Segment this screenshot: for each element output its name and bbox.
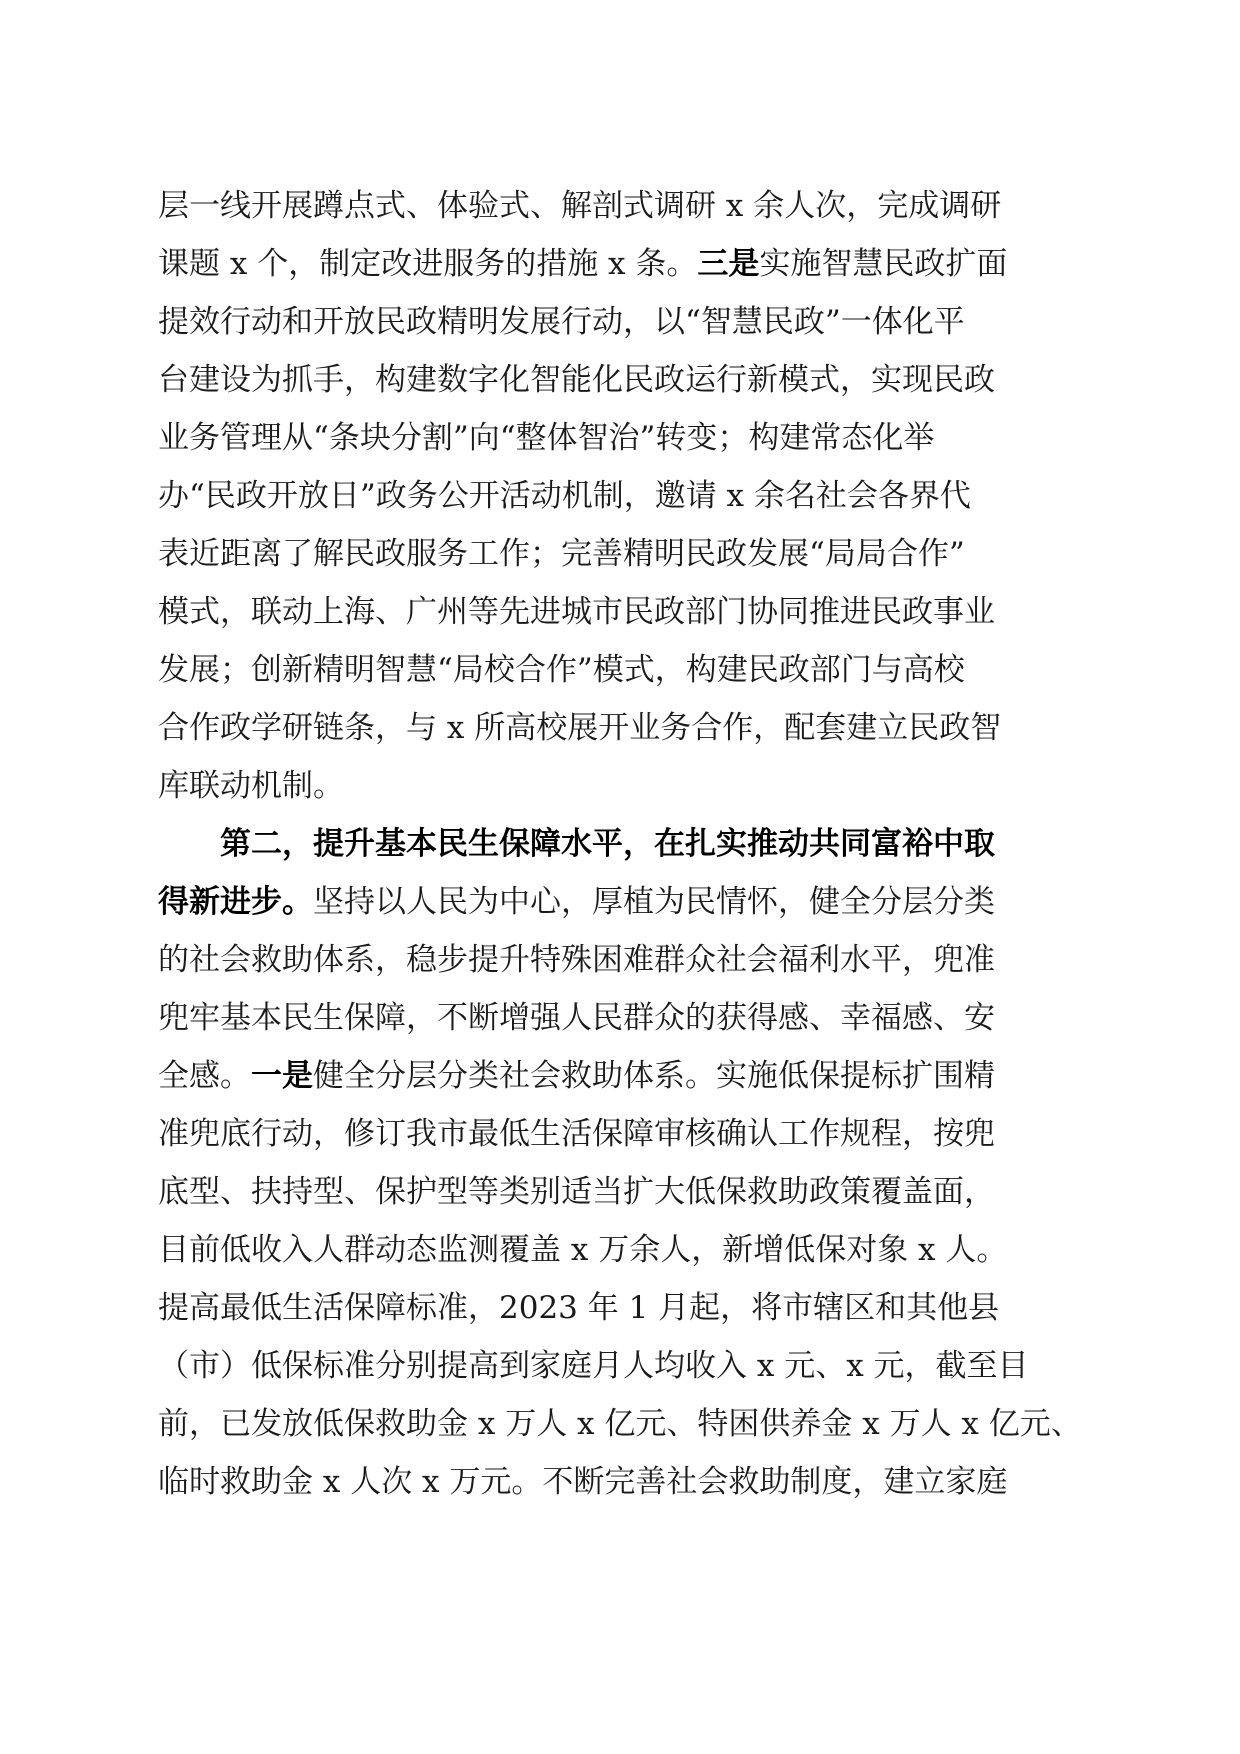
text-run: 兜牢基本民生保障，不断增强人民群众的获得感、幸福感、安 (158, 1000, 995, 1036)
text-line (158, 1286, 999, 1330)
text-run: 临时救助金 x 人次 x 万元。不断完善社会救助制度，建立家庭 (158, 1464, 1008, 1500)
text-run: 办“民政开放日”政务公开活动机制，邀请 x 余名社会各界代 (158, 478, 971, 514)
text-line (158, 1112, 995, 1156)
text-run: 提高最低生活保障标准，2023 年 1 月起，将市辖区和其他县 (158, 1290, 1000, 1326)
text-line (158, 300, 965, 344)
text-run: 全感。 (158, 1058, 251, 1094)
text-line (158, 590, 995, 634)
heading-run: 第二，提升基本民生保障水平，在扎实推动共同富裕中取 (220, 826, 995, 862)
text-run: 的社会救助体系，稳步提升特殊困难群众社会福利水平，兜准 (158, 942, 995, 978)
text-run: 坚持以人民为中心，厚植为民情怀，健全分层分类 (313, 884, 995, 920)
text-line (158, 242, 1007, 286)
text-line (158, 1170, 995, 1214)
text-line (158, 1054, 995, 1098)
text-line (158, 706, 1001, 750)
text-line (158, 1344, 1029, 1388)
text-line (158, 184, 1001, 228)
text-line (158, 938, 995, 982)
text-run: 课题 x 个，制定改进服务的措施 x 条。 (158, 246, 698, 282)
text-run: 底型、扶持型、保护型等类别适当扩大低保救助政策覆盖面， (158, 1174, 995, 1210)
text-line (158, 1402, 1082, 1446)
text-line (158, 880, 995, 924)
text-run: 表近距离了解民政服务工作；完善精明民政发展“局局合作” (158, 536, 965, 572)
bold-run: 三是 (697, 246, 760, 282)
text-line (158, 764, 344, 808)
text-run: 发展；创新精明智慧“局校合作”模式，构建民政部门与高校 (158, 652, 965, 688)
text-line (158, 1460, 1007, 1504)
text-line (158, 1228, 1007, 1272)
text-line (158, 358, 995, 402)
text-line (158, 996, 995, 1040)
text-run: （市）低保标准分别提高到家庭月人均收入 x 元、x 元，截至目 (158, 1348, 1029, 1384)
bold-run: 一是 (251, 1058, 313, 1094)
text-run: 提效行动和开放民政精明发展行动，以“智慧民政”一体化平 (158, 304, 965, 340)
text-line (158, 532, 965, 576)
text-line (158, 474, 971, 518)
text-run: 前，已发放低保救助金 x 万人 x 亿元、特困供养金 x 万人 x 亿元、 (158, 1406, 1082, 1442)
text-run: 实施智慧民政扩面 (759, 246, 1008, 282)
text-run: 业务管理从“条块分割”向“整体智治”转变；构建常态化举 (158, 420, 935, 456)
text-line (158, 648, 965, 692)
text-run: 模式，联动上海、广州等先进城市民政部门协同推进民政事业 (158, 594, 995, 630)
section-heading (220, 822, 995, 866)
text-run: 层一线开展蹲点式、体验式、解剖式调研 x 余人次，完成调研 (158, 188, 1002, 224)
text-line (158, 416, 934, 460)
text-run: 库联动机制。 (158, 768, 344, 804)
text-run: 合作政学研链条，与 x 所高校展开业务合作，配套建立民政智 (158, 710, 1002, 746)
text-run: 准兜底行动，修订我市最低生活保障审核确认工作规程，按兜 (158, 1116, 995, 1152)
text-run: 健全分层分类社会救助体系。实施低保提标扩围精 (313, 1058, 995, 1094)
text-run: 台建设为抓手，构建数字化智能化民政运行新模式，实现民政 (158, 362, 995, 398)
heading-run: 得新进步。 (158, 884, 313, 920)
text-run: 目前低收入人群动态监测覆盖 x 万余人，新增低保对象 x 人。 (158, 1232, 1008, 1268)
